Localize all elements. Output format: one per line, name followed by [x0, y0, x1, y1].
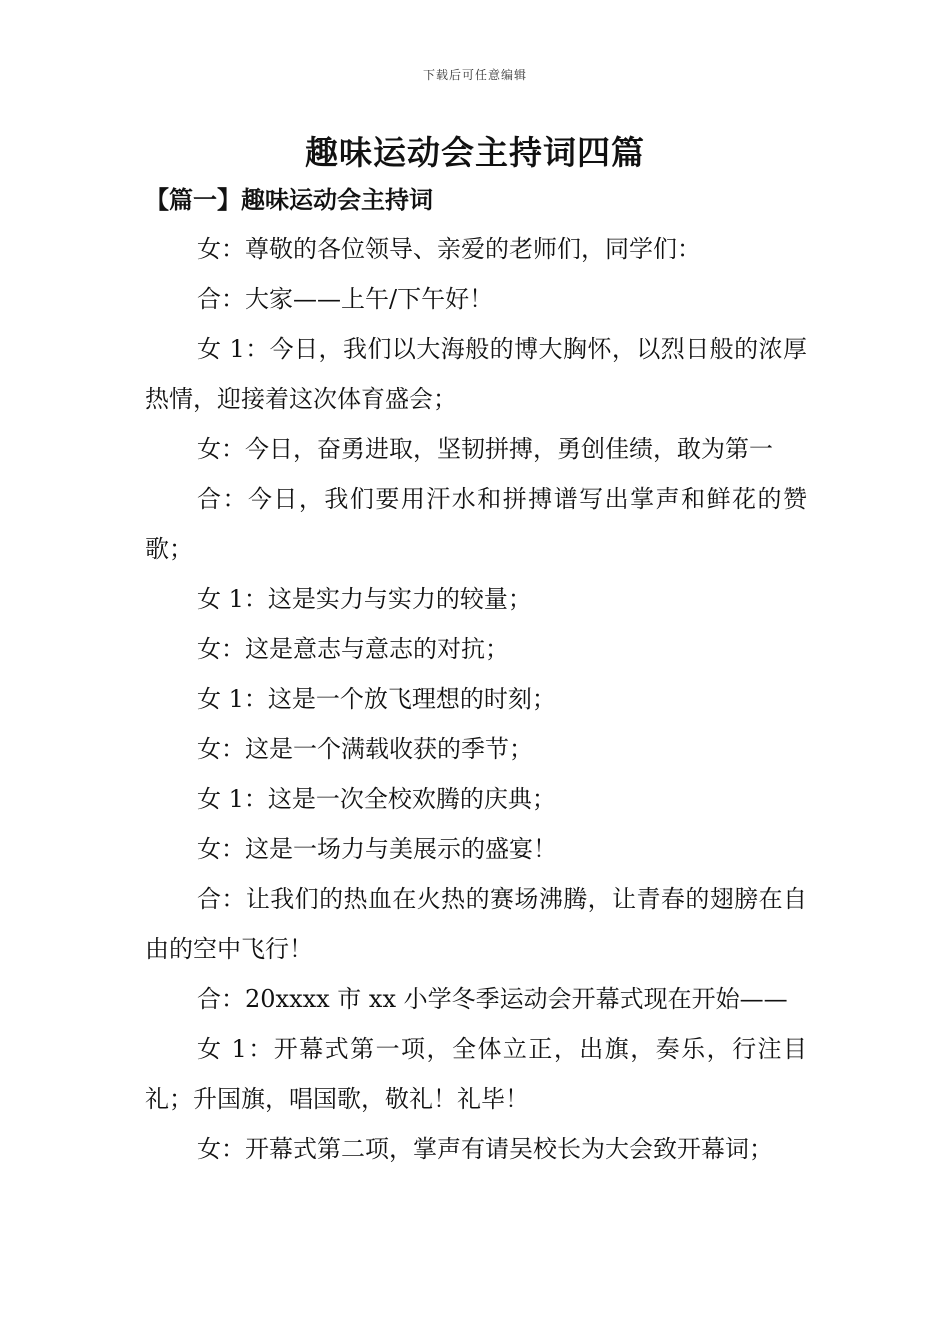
paragraph: 合：大家——上午/下午好！	[197, 285, 494, 313]
paragraph: 女：开幕式第二项，掌声有请吴校长为大会致开幕词；	[197, 1135, 773, 1163]
paragraph: 女：这是一个满载收获的季节；	[197, 735, 533, 763]
paragraph: 合：让我们的热血在火热的赛场沸腾，让青春的翅膀在自由的空中飞行！	[145, 885, 807, 963]
paragraph: 合：20xxxx 市 xx 小学冬季运动会开幕式现在开始——	[197, 985, 788, 1013]
document-body	[145, 224, 807, 1174]
section-heading: 【篇一】趣味运动会主持词	[145, 185, 433, 214]
paragraph: 女：这是一场力与美展示的盛宴！	[197, 835, 557, 863]
paragraph: 女 1：这是一个放飞理想的时刻；	[197, 685, 556, 713]
paragraph: 女 1：这是实力与实力的较量；	[197, 585, 532, 613]
paragraph: 女：这是意志与意志的对抗；	[197, 635, 509, 663]
paragraph: 女 1：这是一次全校欢腾的庆典；	[197, 785, 556, 813]
document-title: 趣味运动会主持词四篇	[305, 133, 645, 172]
header-note: 下载后可任意编辑	[422, 68, 527, 82]
paragraph: 女：今日，奋勇进取，坚韧拼搏，勇创佳绩，敢为第一	[197, 435, 773, 463]
paragraph: 合：今日，我们要用汗水和拼搏谱写出掌声和鲜花的赞歌；	[145, 485, 807, 563]
paragraph: 女 1：开幕式第一项，全体立正，出旗，奏乐，行注目礼；升国旗，唱国歌，敬礼！礼毕！	[145, 1035, 807, 1113]
paragraph: 女 1：今日，我们以大海般的博大胸怀，以烈日般的浓厚热情，迎接着这次体育盛会；	[145, 335, 807, 413]
paragraph: 女：尊敬的各位领导、亲爱的老师们，同学们：	[197, 235, 701, 263]
